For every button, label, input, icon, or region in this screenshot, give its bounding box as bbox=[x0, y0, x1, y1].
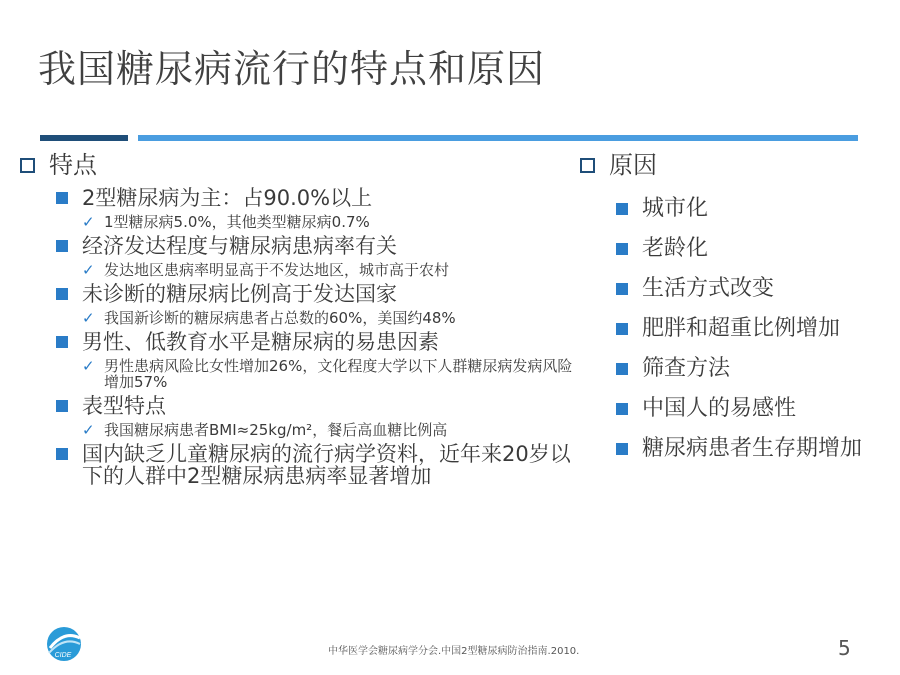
cause-item-text: 老龄化 bbox=[642, 236, 709, 261]
cause-item-text: 肥胖和超重比例增加 bbox=[642, 316, 841, 341]
hollow-square-icon bbox=[580, 158, 595, 173]
causes-heading-row bbox=[580, 148, 880, 182]
square-bullet-icon bbox=[56, 336, 68, 348]
slide-title: 我国糖尿病流行的特点和原因 bbox=[38, 47, 546, 91]
check-icon: ✓ bbox=[82, 421, 95, 439]
square-bullet-icon bbox=[616, 323, 628, 335]
square-bullet-icon bbox=[616, 403, 628, 415]
feature-item-text: 表型特点 bbox=[82, 394, 166, 418]
cide-logo-icon bbox=[46, 626, 82, 662]
feature-item bbox=[56, 235, 580, 257]
square-bullet-icon bbox=[616, 443, 628, 455]
square-bullet-icon bbox=[616, 363, 628, 375]
cause-item bbox=[616, 356, 880, 382]
causes-list bbox=[616, 196, 880, 462]
check-icon: ✓ bbox=[82, 309, 95, 327]
feature-item bbox=[56, 187, 580, 209]
square-bullet-icon bbox=[56, 240, 68, 252]
feature-detail-text: 男性患病风险比女性增加26%，文化程度大学以下人群糖尿病发病风险增加57% bbox=[104, 357, 573, 391]
feature-item bbox=[56, 395, 580, 417]
feature-detail-text: 1型糖尿病5.0%，其他类型糖尿病0.7% bbox=[104, 213, 370, 231]
check-icon: ✓ bbox=[82, 357, 95, 375]
svg-text:CIDE: CIDE bbox=[54, 652, 72, 659]
cause-item bbox=[616, 276, 880, 302]
feature-detail bbox=[82, 262, 580, 278]
cause-item-text: 城市化 bbox=[642, 196, 709, 221]
cause-item-text: 筛查方法 bbox=[642, 356, 731, 381]
square-bullet-icon bbox=[56, 192, 68, 204]
title-underline-light bbox=[138, 135, 858, 141]
square-bullet-icon bbox=[56, 448, 68, 460]
square-bullet-icon bbox=[56, 400, 68, 412]
page-number: 5 bbox=[838, 636, 851, 660]
square-bullet-icon bbox=[616, 283, 628, 295]
feature-item bbox=[56, 443, 580, 487]
causes-heading: 原因 bbox=[609, 151, 657, 179]
hollow-square-icon bbox=[20, 158, 35, 173]
title-underline-dark bbox=[40, 135, 128, 141]
feature-item-text: 男性、低教育水平是糖尿病的易患因素 bbox=[82, 330, 439, 354]
square-bullet-icon bbox=[616, 243, 628, 255]
check-icon: ✓ bbox=[82, 213, 95, 231]
cause-item-text: 中国人的易感性 bbox=[642, 396, 797, 421]
square-bullet-icon bbox=[616, 203, 628, 215]
features-column bbox=[20, 148, 580, 487]
cause-item bbox=[616, 316, 880, 342]
features-heading: 特点 bbox=[49, 151, 97, 179]
check-icon: ✓ bbox=[82, 261, 95, 279]
reference-citation: 中华医学会糖尿病学分会.中国2型糖尿病防治指南.2010. bbox=[328, 646, 580, 657]
feature-item bbox=[56, 331, 580, 353]
feature-item-text: 国内缺乏儿童糖尿病的流行病学资料，近年来20岁以下的人群中2型糖尿病患病率显著增加 bbox=[82, 442, 571, 488]
feature-detail bbox=[82, 422, 580, 438]
cause-item bbox=[616, 236, 880, 262]
causes-column bbox=[580, 148, 880, 462]
cause-item-text: 糖尿病患者生存期增加 bbox=[642, 436, 863, 461]
feature-detail bbox=[82, 214, 580, 230]
cause-item-text: 生活方式改变 bbox=[642, 276, 775, 301]
feature-item-text: 未诊断的糖尿病比例高于发达国家 bbox=[82, 282, 397, 306]
feature-detail-text: 我国糖尿病患者BMI≈25kg/m²，餐后高血糖比例高 bbox=[104, 421, 448, 439]
cause-item bbox=[616, 396, 880, 422]
cause-item bbox=[616, 436, 880, 462]
feature-detail-text: 发达地区患病率明显高于不发达地区，城市高于农村 bbox=[104, 261, 450, 279]
cause-item bbox=[616, 196, 880, 222]
square-bullet-icon bbox=[56, 288, 68, 300]
feature-detail-text: 我国新诊断的糖尿病患者占总数的60%，美国约48% bbox=[104, 309, 456, 327]
feature-detail bbox=[82, 358, 580, 390]
features-heading-row bbox=[20, 148, 580, 182]
feature-item-text: 2型糖尿病为主：占90.0%以上 bbox=[82, 186, 373, 210]
feature-detail bbox=[82, 310, 580, 326]
features-list bbox=[56, 187, 580, 487]
feature-item bbox=[56, 283, 580, 305]
feature-item-text: 经济发达程度与糖尿病患病率有关 bbox=[82, 234, 397, 258]
